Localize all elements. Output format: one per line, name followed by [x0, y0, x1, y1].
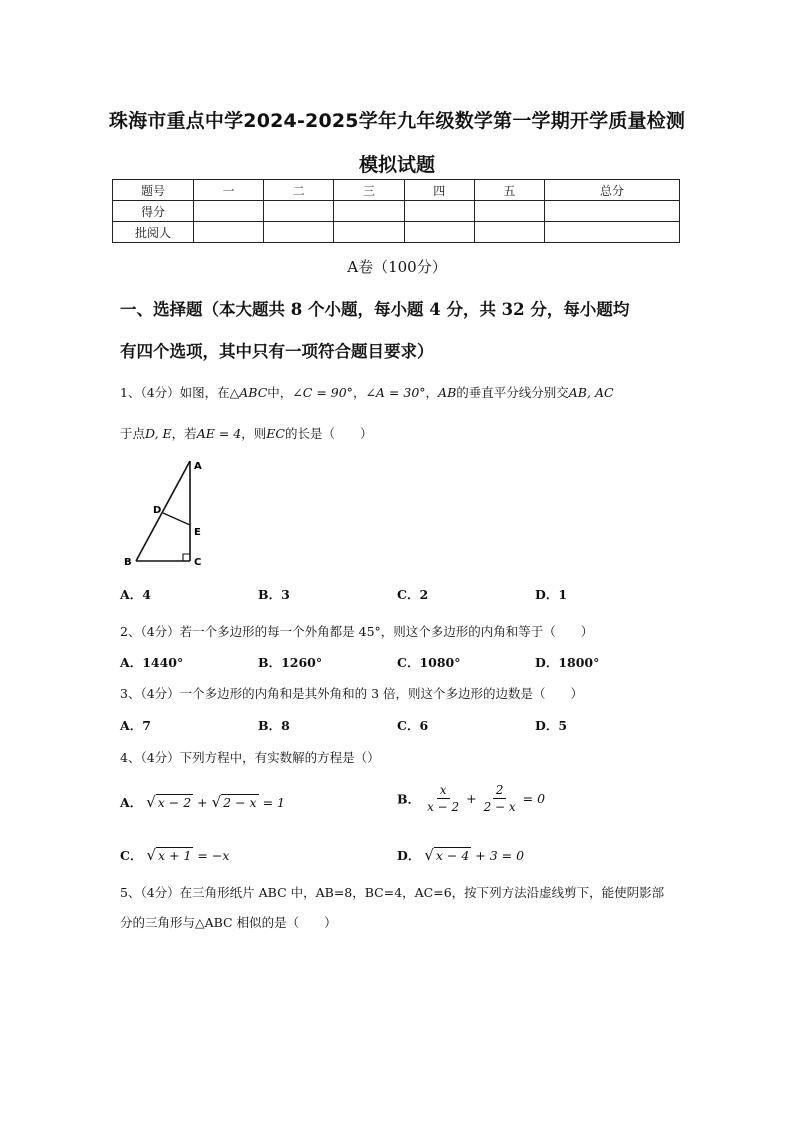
q1-option-d[interactable]: D．1	[535, 587, 568, 602]
label-b: B	[124, 557, 132, 568]
q2-option-c[interactable]: C．1080°	[397, 655, 461, 670]
score-header-cell: 总分	[545, 180, 680, 201]
part1-heading-line2: 有四个选项，其中只有一项符合题目要求）	[120, 342, 434, 361]
section-a-title: A卷（100分）	[347, 258, 447, 276]
label-c: C	[194, 557, 202, 568]
q1-option-a[interactable]: A．4	[120, 587, 151, 602]
math-expr: AB	[438, 385, 457, 400]
score-row-label: 得分	[113, 201, 194, 222]
math-expr: ∠A = 30°	[365, 385, 426, 400]
perpendicular-bisector	[163, 513, 190, 525]
score-header-cell: 二	[264, 180, 334, 201]
question-score: （4分）	[140, 385, 180, 400]
q2-option-a[interactable]: A．1440°	[120, 655, 184, 670]
question-text: 的长是（ ）	[284, 426, 373, 441]
math-expr: D, E	[145, 426, 172, 441]
question-text: 的垂直平分线分别交	[456, 385, 569, 400]
question-text: 一个多边形的内角和是其外角和的 3 倍，则这个多边形的边数是（ ）	[179, 686, 584, 701]
question-text: 下列方程中，有实数解的方程是（）	[179, 750, 380, 765]
q4-option-d[interactable]: D． √ x − 4 + 3 = 0	[397, 846, 525, 864]
right-angle-mark	[183, 554, 190, 561]
question-score: （4分）	[140, 750, 180, 765]
score-cell	[334, 222, 404, 243]
score-cell	[545, 222, 680, 243]
question-text: 于点	[120, 426, 146, 441]
q3-option-c[interactable]: C．6	[397, 718, 429, 733]
question-text: 若一个多边形的每一个外角都是 45°，则这个多边形的内角和等于（ ）	[179, 624, 594, 639]
math-expr: EC	[266, 426, 285, 441]
question-1-line1	[120, 383, 680, 401]
question-number: 4、	[120, 750, 141, 765]
q3-option-d[interactable]: D．5	[535, 718, 568, 733]
question-text: ，则	[241, 426, 267, 441]
math-expr: AE = 4	[196, 426, 242, 441]
score-cell	[474, 201, 544, 222]
question-score: （4分）	[140, 624, 180, 639]
label-e: E	[194, 527, 201, 538]
triangle-figure	[118, 455, 218, 570]
question-5-line1	[120, 883, 680, 901]
score-cell	[194, 222, 264, 243]
question-number: 3、	[120, 686, 141, 701]
question-score: （4分）	[140, 686, 180, 701]
score-table-header-row	[113, 180, 680, 201]
score-cell	[264, 201, 334, 222]
q3-option-a[interactable]: A．7	[120, 718, 151, 733]
q3-option-b[interactable]: B．8	[258, 718, 290, 733]
score-cell	[334, 201, 404, 222]
math-expr: ∠C = 90°	[292, 385, 353, 400]
score-cell	[404, 222, 474, 243]
score-row-label: 批阅人	[113, 222, 194, 243]
score-table-row	[113, 222, 680, 243]
score-cell	[194, 201, 264, 222]
question-1-line2	[120, 424, 680, 442]
q4-option-c[interactable]: C． √ x + 1 = −x	[120, 846, 230, 864]
side-ab	[136, 461, 190, 561]
label-a: A	[194, 461, 202, 472]
question-number: 2、	[120, 624, 141, 639]
score-table-row	[113, 201, 680, 222]
math-expr: △ABC	[229, 385, 268, 400]
question-number: 1、	[120, 385, 141, 400]
math-expr: AB, AC	[568, 385, 614, 400]
q2-option-b[interactable]: B．1260°	[258, 655, 323, 670]
score-header-cell: 三	[334, 180, 404, 201]
part1-heading-line1: 一、选择题（本大题共 8 个小题，每小题 4 分，共 32 分，每小题均	[120, 300, 630, 319]
question-text: ，	[425, 385, 439, 400]
score-table	[112, 179, 680, 243]
score-cell	[545, 201, 680, 222]
question-text: ，若	[171, 426, 197, 441]
question-2	[120, 622, 680, 640]
question-number: 5、	[120, 885, 141, 900]
score-cell	[264, 222, 334, 243]
question-3	[120, 684, 680, 702]
question-text: 如图，在	[179, 385, 230, 400]
q4-option-a[interactable]: A． √ x − 2 + √ 2 − x = 1	[120, 793, 285, 811]
score-cell	[474, 222, 544, 243]
q2-option-d[interactable]: D．1800°	[535, 655, 600, 670]
score-header-cell: 四	[404, 180, 474, 201]
score-cell	[404, 201, 474, 222]
score-header-cell: 五	[474, 180, 544, 201]
q1-option-b[interactable]: B．3	[258, 587, 290, 602]
question-4	[120, 748, 680, 766]
page-title: 珠海市重点中学2024-2025学年九年级数学第一学期开学质量检测	[108, 110, 686, 132]
score-header-cell: 一	[194, 180, 264, 201]
q1-option-c[interactable]: C．2	[397, 587, 429, 602]
question-5-line2: 分的三角形与△ABC 相似的是（ ）	[120, 915, 337, 930]
score-header-cell: 题号	[113, 180, 194, 201]
question-text: ，	[352, 385, 366, 400]
q4-option-b[interactable]: B． $\frac{x}{x - 2}$ + $\frac{2}{2 - x}$ = 0	[397, 783, 546, 814]
question-text: 中，	[267, 385, 293, 400]
label-d: D	[153, 505, 162, 516]
question-text: 在三角形纸片 ABC 中，AB=8，BC=4，AC=6，按下列方法沿虚线剪下，能使阴影部	[179, 885, 665, 900]
page-subtitle: 模拟试题	[358, 154, 435, 176]
question-score: （4分）	[140, 885, 180, 900]
